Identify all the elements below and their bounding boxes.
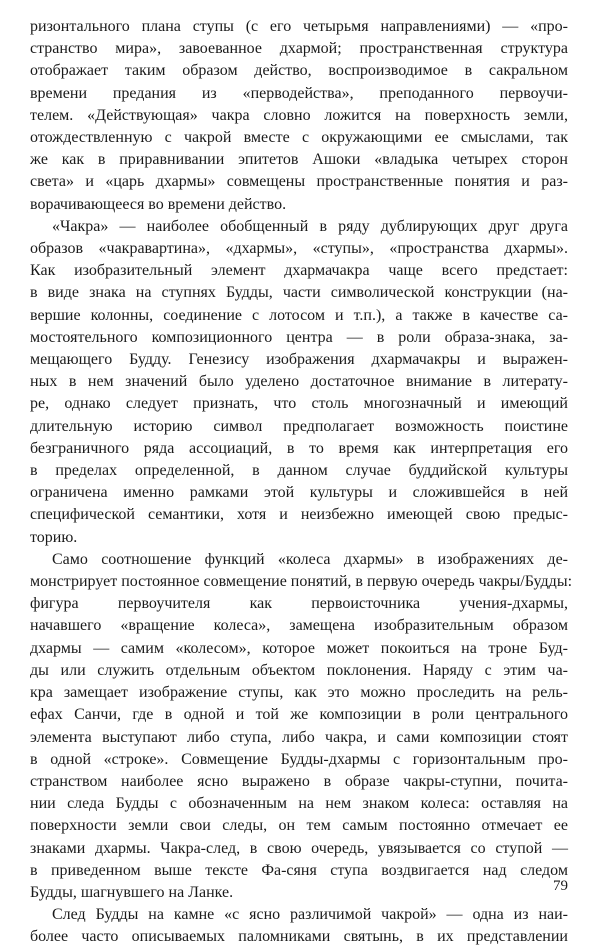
text-line: в виде знака на ступнях Будды, части символической конструкции (на-	[30, 284, 568, 302]
text-line: ефах Санчи, где в одной и той же композиции в роли центрального	[30, 706, 568, 724]
text-line: образов «чакравартина», «дхармы», «ступы», «пространства дхармы».	[30, 240, 568, 258]
text-line: света» и «царь дхармы» совмещены пространственные понятия и раз-	[30, 173, 568, 191]
text-line: кра замещает изображение ступы, как это можно проследить на рель-	[30, 684, 568, 702]
text-line: Само соотношение функций «колеса дхармы» в изображениях де-	[52, 550, 568, 568]
text-line: в одной «строке». Совмещение Будды-дхармы с горизонтальным про-	[30, 750, 568, 768]
text-line: начавшего «вращение колеса», замещена изобразительным образом	[30, 617, 568, 635]
text-line: более часто описываемых паломниками святынь, в их представлении	[30, 928, 568, 946]
text-line: фигура первоучителя как первоисточника учения-дхармы,	[30, 595, 568, 613]
text-line: ре, однако следует признать, что столь многозначный и имеющий	[30, 395, 568, 413]
text-line: нии следа Будды с обозначенным на нем знаком колеса: оставляя на	[30, 795, 568, 813]
text-line: специфической семантики, хотя и неизбежно имеющей свою предыс-	[30, 506, 568, 524]
text-line: отождествленную с чакрой вместе с окружающими ее смыслами, так	[30, 129, 568, 147]
text-line: ризонтального плана ступы (с его четырьмя направлениями) — «про-	[30, 18, 568, 35]
paragraph-1	[30, 16, 568, 216]
text-line: ды или служить отдельным объектом поклонения. Наряду с этим ча-	[30, 661, 568, 679]
text-line: Будды, шагнувшего на Ланке.	[30, 883, 234, 901]
text-line: След Будды на камне «с ясно различимой чакрой» — одна из наи-	[52, 906, 568, 924]
text-line: длительную историю символ предполагает возможность поистине	[30, 417, 568, 435]
text-line: ограничена именно рамками этой культуры и сложившейся в ней	[30, 484, 568, 502]
page-body	[30, 16, 573, 949]
text-line: «Чакра» — наиболее обобщенный в ряду дублирующих друг друга	[52, 217, 568, 235]
text-line: дхармы — самим «колесом», которое может покоиться на троне Буд-	[30, 639, 568, 657]
text-line: ворачивающееся во времени действо.	[30, 195, 287, 213]
text-line: ных в нем значений было уделено достаточное внимание в литерату-	[30, 373, 568, 391]
text-line: отображает таким образом действо, воспроизводимое в сакральном	[30, 62, 568, 80]
text-line: знаками дхармы. Чакра-след, в свою очередь, увязывается со ступой —	[30, 839, 568, 857]
paragraph-3	[30, 549, 573, 904]
text-line: же как в приравнивании эпитетов Ашоки «владыка четырех сторон	[30, 151, 568, 169]
text-line: мостоятельного композиционного центра — в роли образа-знака, за-	[30, 328, 568, 346]
text-line: безграничного ряда ассоциаций, в то время как интерпретация его	[30, 439, 568, 457]
text-line: вершие колонны, соединение с лотосом и т.п.), а также в качестве са-	[30, 306, 568, 324]
text-line: мещающего Будду. Генезису изображения дхармачакры и выражен-	[30, 351, 568, 369]
text-line: Как изобразительный элемент дхармачакра чаще всего предстает:	[30, 262, 568, 280]
text-line: поверхности земли свои следы, он тем самым постоянно отмечает ее	[30, 817, 568, 835]
page-number: 79	[553, 878, 568, 894]
text-line: странство мира», завоеванное дхармой; пространственная структура	[30, 40, 568, 58]
paragraph-2	[30, 216, 568, 549]
text-line: телем. «Действующая» чакра словно ложится на поверхность земли,	[30, 106, 568, 124]
paragraph-4	[30, 904, 568, 948]
text-line: времени предания из «перводейства», преподанного первоучи-	[30, 84, 568, 102]
text-line: элемента выступают либо ступа, либо чакра, и сами композиции стоят	[30, 728, 568, 746]
text-line: в пределах определенной, в данном случае буддийской культуры	[30, 462, 568, 480]
text-line: странством наиболее ясно выражено в образе чакры-ступни, почита-	[30, 772, 568, 790]
text-line: монстрирует постоянное совмещение понятий, в первую очередь чакры/Будды:	[30, 573, 573, 591]
text-line: торию.	[30, 528, 78, 546]
text-line: в приведенном выше тексте Фа-сяня ступа воздвигается над следом	[30, 861, 568, 879]
